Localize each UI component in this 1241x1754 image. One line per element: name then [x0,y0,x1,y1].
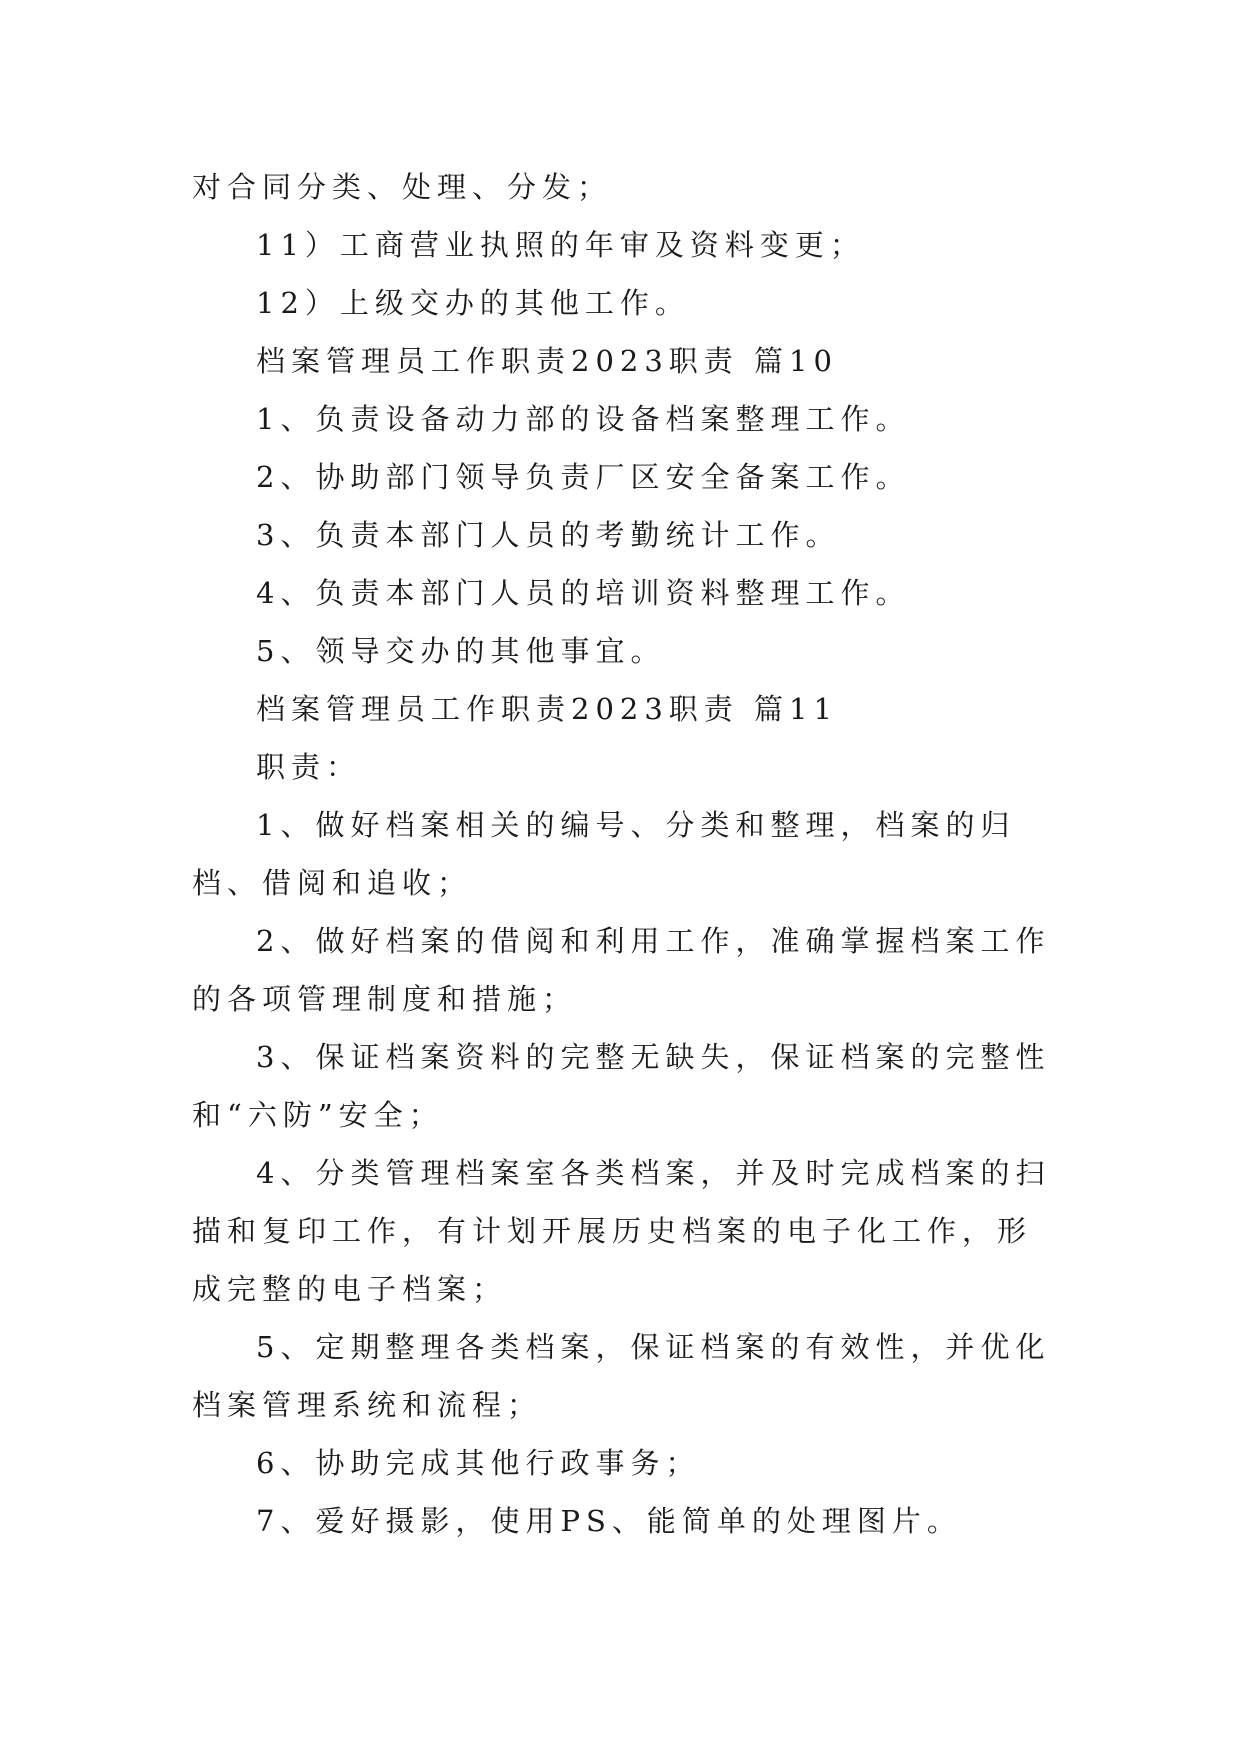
paragraph-11-item-2: 2、做好档案的借阅和利用工作，准确掌握档案工作的各项管理制度和措施； [192,924,1051,1016]
paragraph-10-item-2: 2、协助部门领导负责厂区安全备案工作。 [256,460,911,494]
paragraph-contract-handling: 对合同分类、处理、分发； [192,170,613,204]
paragraph-11-item-6: 6、协助完成其他行政事务； [256,1446,701,1480]
paragraph-10-item-3: 3、负责本部门人员的考勤统计工作。 [256,518,841,552]
paragraph-11-item-4: 4、分类管理档案室各类档案，并及时完成档案的扫描和复印工作，有计划开展历史档案的电子化工作，形成完整的电子档案； [192,1156,1051,1306]
paragraph-11-item-1: 1、做好档案相关的编号、分类和整理，档案的归档、借阅和追收； [192,808,1016,900]
section-heading-10: 档案管理员工作职责2023职责 篇10 [256,344,838,378]
paragraph-11-item-7: 7、爱好摄影，使用PS、能简单的处理图片。 [256,1504,962,1538]
duties-label: 职责： [256,750,362,784]
document-body [192,158,1062,1550]
paragraph-item-12: 12）上级交办的其他工作。 [256,286,690,320]
paragraph-11-item-5: 5、定期整理各类档案，保证档案的有效性，并优化档案管理系统和流程； [192,1330,1051,1422]
paragraph-10-item-4: 4、负责本部门人员的培训资料整理工作。 [256,576,911,610]
paragraph-10-item-1: 1、负责设备动力部的设备档案整理工作。 [256,402,911,436]
paragraph-11-item-3: 3、保证档案资料的完整无缺失，保证档案的完整性和“六防”安全； [192,1040,1051,1132]
paragraph-10-item-5: 5、领导交办的其他事宜。 [256,634,666,668]
section-heading-11: 档案管理员工作职责2023职责 篇11 [256,692,838,726]
paragraph-item-11: 11）工商营业执照的年审及资料变更； [256,228,865,262]
